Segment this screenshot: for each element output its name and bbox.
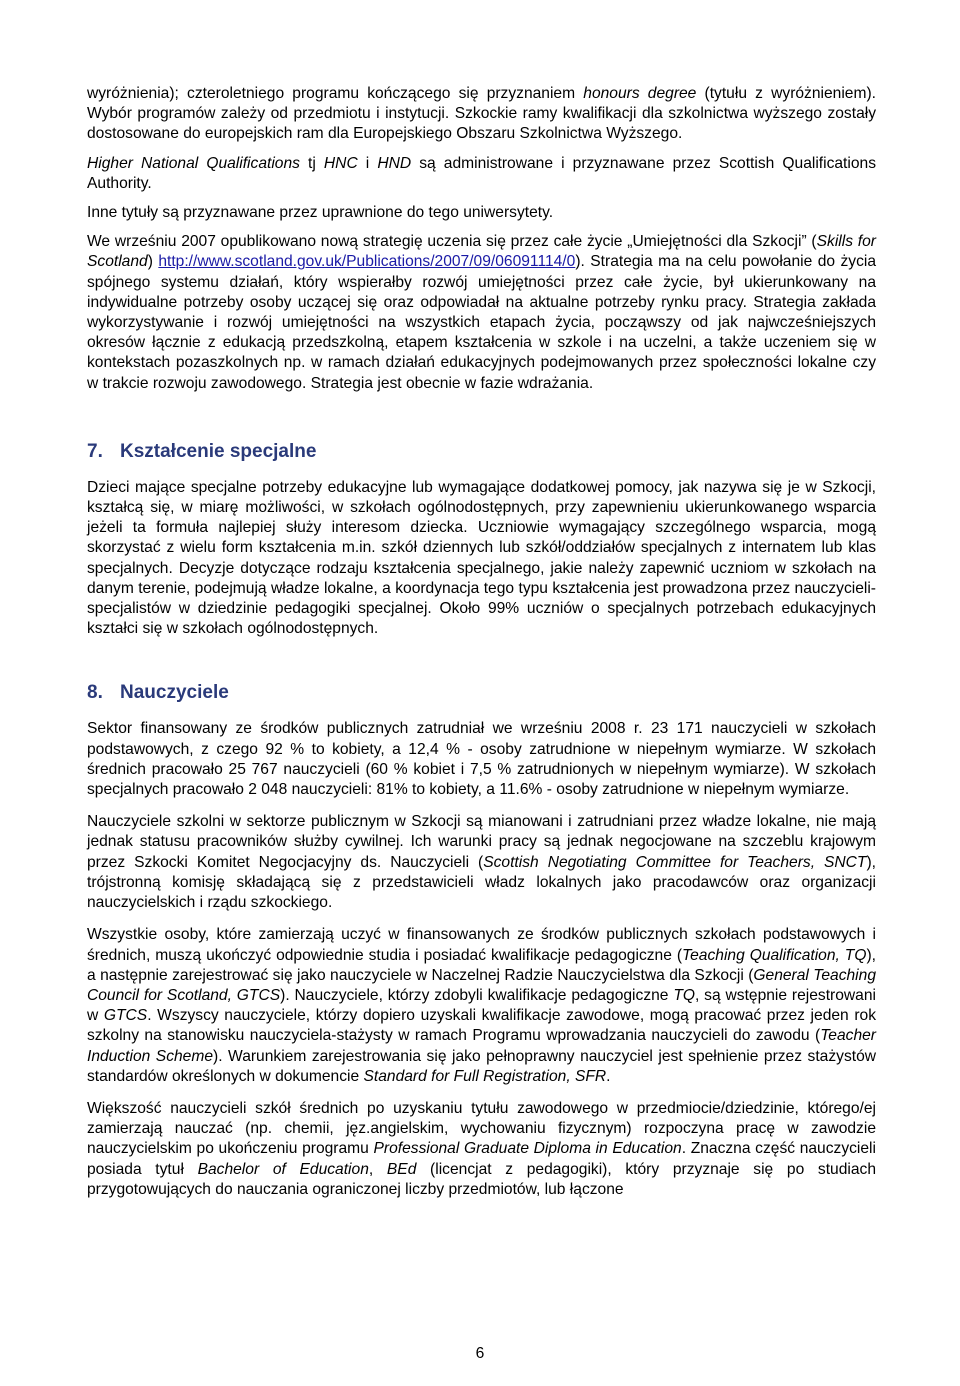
- text: Większość nauczycieli szkół średnich po uzyskaniu tytułu zawodowego w przedmiocie/dziedzinie, którego/ej zamierzają nauczać (np. chemii, jęz.angielskim, wychowaniu fizycznym) rozpoczyna pracę w zawodzie nauczycielskim po ukończeniu programu: [87, 1099, 876, 1158]
- text-italic: Standard for Full Registration, SFR: [363, 1067, 607, 1085]
- text-italic: Teaching Qualification, TQ: [682, 946, 867, 964]
- text: .: [606, 1067, 611, 1085]
- text: ). Nauczyciele, którzy zdobyli kwalifikacje pedagogiczne: [280, 986, 674, 1004]
- text-italic: Skills for Scotland: [87, 233, 876, 271]
- text: ), a następnie zarejestrować się jako nauczyciele w Naczelnej Radzie Nauczycielstwa dla Szkocji (: [87, 946, 876, 984]
- intro-paragraph-1: [87, 84, 876, 145]
- text: i: [357, 154, 378, 172]
- text: tj: [299, 154, 324, 172]
- section-8-paragraph-2: [87, 812, 876, 913]
- section-8-heading: [87, 681, 876, 705]
- text-italic: Teacher Induction Scheme: [87, 1027, 876, 1065]
- section-8-paragraph-3: [87, 925, 876, 1087]
- section-title: Nauczyciele: [120, 682, 229, 704]
- section-7-paragraph-1: Dzieci mające specjalne potrzeby edukacyjne lub wymagające dodatkowej pomocy, jak nazywa się je w Szkocji, kształcą się, w miarę możliwości, w szkołach ogólnodostępnych, przy zapewnieniu ukierunkowanego wsparcia jeżeli ta formuła najlepiej służy interesom dziecka. Uczniowie wymagający szczególnego wsparcia, mogą skorzystać z wielu form kształcenia m.in. szkół dziennych lub szkół/oddziałów specjalnych z internatem lub klas specjalnych. Decyzje dotyczące rodzaju kształcenia specjalnego, jakie należy zapewnić uczniom w szkołach na danym terenie, podejmują władze lokalne, a koordynacja tego typu kształcenia jest prowadzona przez nauczycieli-specjalistów w dziedzinie pedagogiki specjalnej. Około 99% uczniów o specjalnych potrzebach edukacyjnych kształci się w szkołach ogólnodostępnych.: [87, 478, 876, 638]
- document-page: [87, 84, 876, 1212]
- text: są administrowane i przyznawane przez Scottish Qualifications Authority.: [87, 154, 876, 192]
- text: Wszystkie osoby, które zamierzają uczyć w finansowanych ze środków publicznych szkołach podstawowych i średnich, muszą ukończyć odpowiednie studia i posiadać kwalifikacje pedagogiczne (: [87, 926, 876, 964]
- text: ): [147, 253, 159, 271]
- publication-link[interactable]: http://www.scotland.gov.uk/Publications/2007/09/06091114/0: [158, 253, 576, 271]
- text: (tytułu z wyróżnieniem). Wybór programów zależy od przedmiotu i instytucji. Szkockie ramy kwalifikacji dla szkolnictwa wyższego zostały dostosowane do europejskich ram dla Europejskiego Obszaru Szkolnictwa Wyższego.: [87, 85, 876, 143]
- text: , są wstępnie rejestrowani w: [87, 986, 876, 1025]
- section-8-paragraph-4: [87, 1099, 876, 1200]
- text: Nauczyciele szkolni w sektorze publicznym w Szkocji są mianowani i zatrudniani przez władze lokalne, nie mają jednak statusu pracowników służby cywilnej. Ich warunki pracy są jednak negocjowane na szczeblu krajowym przez Szkocki Komitet Negocjacyjny ds. Nauczycieli (: [87, 813, 876, 871]
- section-title: Kształcenie specjalne: [120, 440, 317, 462]
- text: . Wszyscy nauczyciele, którzy dopiero uzyskali kwalifikacje zawodowe, mogą pracować przez jeden rok szkolny na stanowisku nauczyciela-stażysty w ramach Programu wprowadzania nauczycieli do zawodu (: [87, 1007, 876, 1045]
- text: We wrześniu 2007 opublikowano nową strategię uczenia się przez całe życie „Umiejętności dla Szkocji” (: [87, 233, 817, 251]
- text: . Znaczna część nauczycieli posiada tytuł: [87, 1140, 876, 1178]
- section-number: 7.: [87, 440, 103, 462]
- text-italic: HNC: [323, 154, 358, 172]
- intro-paragraph-2: [87, 154, 876, 194]
- section-8-paragraph-1: Sektor finansowany ze środków publicznych zatrudniał we wrześniu 2008 r. 23 171 nauczycieli w szkołach podstawowych, z czego 92 % to kobiety, a 12,4 % - osoby zatrudnione w niepełnym wymiarze. W szkołach średnich pracowało 25 767 nauczycieli (60 % kobiet i 7,5 % zatrudnionych w niepełnym wymiarze). W szkołach specjalnych pracowało 2 048 nauczycieli: 81% to kobiety, a 11.6% - osoby zatrudnione w niepełnym wymiarze.: [87, 720, 876, 799]
- intro-paragraph-4: [87, 232, 876, 394]
- text: ). Strategia ma na celu powołanie do życia spójnego systemu działań, który wspierałby rozwój umiejętności przez całe życie, był ukierunkowany na indywidualne potrzeby osoby uczącej się oraz odpowiadał na aktualne potrzeby rynku pracy. Strategia zakłada wykorzystywanie i rozwój umiejętności na wszystkich etapach życia, począwszy od jak najwcześniejszych okresów łącznie z edukacją przedszkolną, etapem kształcenia w szkole i na uczelni, a także uczeniem się w kontekstach pozaszkolnych np. w ramach działań edukacyjnych podejmowanych przez społeczności lokalne czy w trakcie rozwoju zawodowego. Strategia jest obecnie w fazie wdrażania.: [87, 253, 877, 392]
- section-7-heading: [87, 440, 876, 464]
- text-italic: Professional Graduate Diploma in Education: [373, 1140, 682, 1158]
- text-italic: BEd: [386, 1160, 417, 1178]
- text: ,: [368, 1160, 387, 1178]
- text: ), trójstronną komisję składającą się z przedstawicieli władz lokalnych jako pracodawców oraz organizacji nauczycielskich i rządu szkockiego.: [87, 853, 876, 912]
- text-italic: TQ: [673, 986, 695, 1004]
- text-italic: Scottish Negotiating Committee for Teachers, SNCT: [483, 853, 867, 871]
- section-number: 8.: [87, 682, 103, 704]
- text: ). Warunkiem zarejestrowania się jako pełnoprawny nauczyciel jest spełnienie przez stażystów standardów określonych w dokumencie: [87, 1047, 877, 1085]
- text-italic: General Teaching Council for Scotland, GTCS: [87, 966, 876, 1004]
- text-italic: Bachelor of Education: [197, 1160, 369, 1178]
- text: wyróżnienia); czteroletniego programu kończącego się przyznaniem: [87, 85, 584, 102]
- text-italic: Higher National Qualifications: [87, 154, 300, 172]
- text-italic: honours degree: [583, 85, 697, 102]
- intro-paragraph-3: Inne tytuły są przyznawane przez uprawnione do tego uniwersytety.: [87, 204, 554, 222]
- text-italic: GTCS: [103, 1007, 148, 1025]
- text: (licencjat z pedagogiki), który przyznaje się po studiach przygotowujących do nauczania ograniczonej liczby przedmiotów, lub łączone: [87, 1160, 876, 1198]
- page-number: 6: [475, 1345, 485, 1362]
- text-italic: HND: [377, 154, 412, 172]
